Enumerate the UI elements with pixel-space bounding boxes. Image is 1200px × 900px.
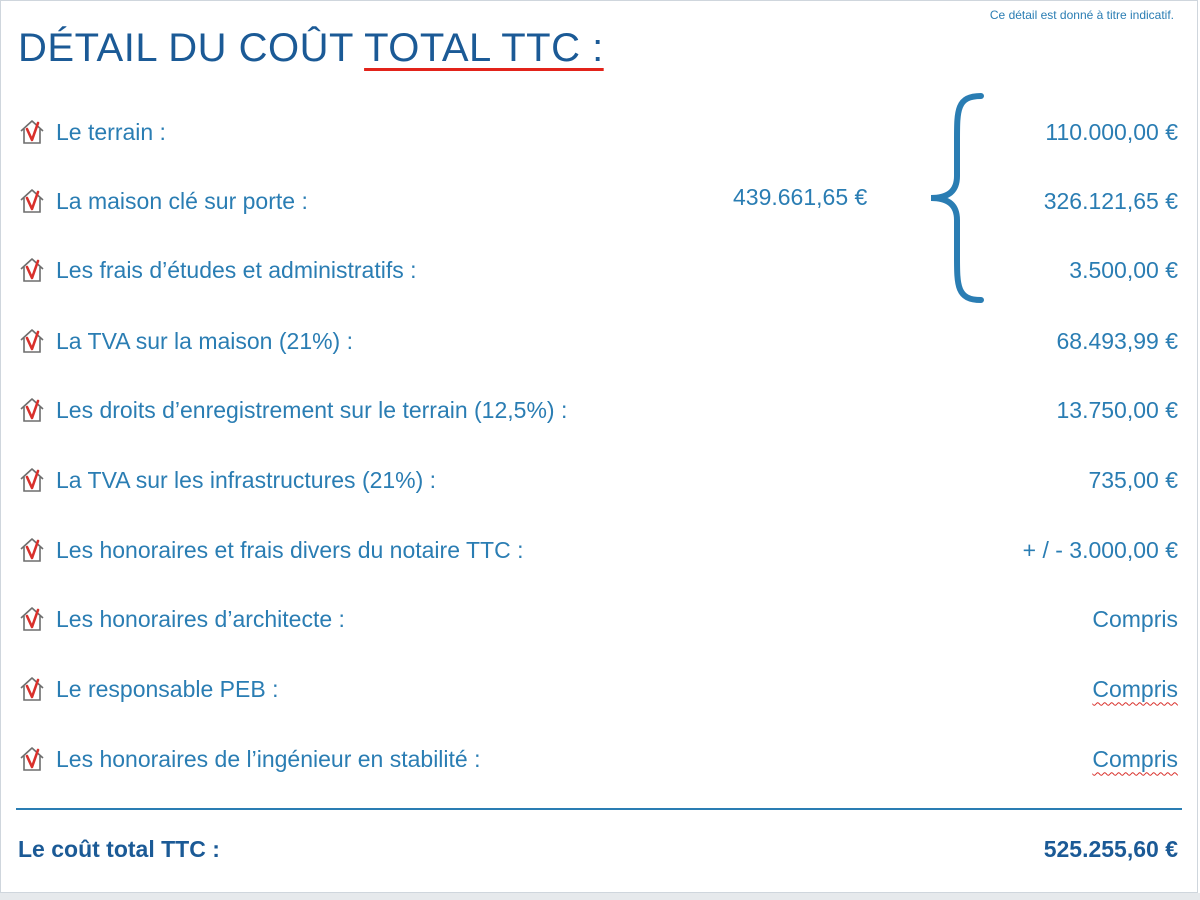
cost-row bbox=[18, 250, 1178, 290]
cost-row bbox=[18, 530, 1178, 570]
cost-row bbox=[18, 669, 1178, 709]
cost-row bbox=[18, 460, 1178, 500]
cost-row-amount: + / - 3.000,00 € bbox=[1022, 536, 1178, 563]
cost-row-amount: 13.750,00 € bbox=[1056, 396, 1178, 423]
check-house-icon bbox=[18, 118, 46, 146]
title-prefix: DÉTAIL DU COÛT bbox=[18, 26, 365, 70]
cost-row-amount: 110.000,00 € bbox=[1045, 118, 1178, 145]
total-value: 525.255,60 € bbox=[1043, 836, 1178, 862]
cost-row-amount: Compris bbox=[1092, 605, 1178, 632]
total-divider bbox=[16, 808, 1182, 810]
grouped-subtotal: 439.661,65 € bbox=[733, 184, 868, 210]
cost-row bbox=[18, 321, 1178, 361]
cost-row-label: La maison clé sur porte : bbox=[56, 187, 308, 214]
check-house-icon bbox=[18, 327, 46, 355]
cost-row-label: Les droits d’enregistrement sur le terrain (12,5%) : bbox=[56, 396, 568, 423]
cost-row bbox=[18, 112, 1178, 152]
cost-row-label: Le terrain : bbox=[56, 118, 166, 145]
check-house-icon bbox=[18, 466, 46, 494]
title-underlined: TOTAL TTC : bbox=[364, 26, 604, 70]
cost-row bbox=[18, 181, 1178, 221]
total-label: Le coût total TTC : bbox=[18, 836, 220, 862]
cost-row-label: Les honoraires et frais divers du notaire TTC : bbox=[56, 536, 524, 563]
cost-row-label: Les honoraires de l’ingénieur en stabilité : bbox=[56, 745, 481, 772]
cost-row-amount: 735,00 € bbox=[1088, 466, 1178, 493]
check-house-icon bbox=[18, 745, 46, 773]
check-house-icon bbox=[18, 536, 46, 564]
cost-row-label: La TVA sur les infrastructures (21%) : bbox=[56, 466, 437, 493]
page-title bbox=[18, 26, 604, 71]
check-house-icon bbox=[18, 256, 46, 284]
cost-row-label: La TVA sur la maison (21%) : bbox=[56, 327, 354, 354]
cost-row bbox=[18, 739, 1178, 779]
cost-row-amount: Compris bbox=[1092, 745, 1178, 772]
cost-row-label: Les frais d’études et administratifs : bbox=[56, 256, 417, 283]
check-house-icon bbox=[18, 396, 46, 424]
cost-row-label: Le responsable PEB : bbox=[56, 675, 279, 702]
cost-row bbox=[18, 390, 1178, 430]
check-house-icon bbox=[18, 605, 46, 633]
cost-row-amount: 3.500,00 € bbox=[1069, 256, 1178, 283]
cost-row-amount: 68.493,99 € bbox=[1056, 327, 1178, 354]
check-house-icon bbox=[18, 187, 46, 215]
cost-row bbox=[18, 599, 1178, 639]
disclaimer-note: Ce détail est donné à titre indicatif. bbox=[989, 8, 1174, 22]
cost-row-amount: Compris bbox=[1092, 675, 1178, 702]
cost-row-amount: 326.121,65 € bbox=[1043, 187, 1178, 214]
check-house-icon bbox=[18, 675, 46, 703]
cost-row-label: Les honoraires d’architecte : bbox=[56, 605, 345, 632]
bottom-strip bbox=[0, 893, 1200, 900]
